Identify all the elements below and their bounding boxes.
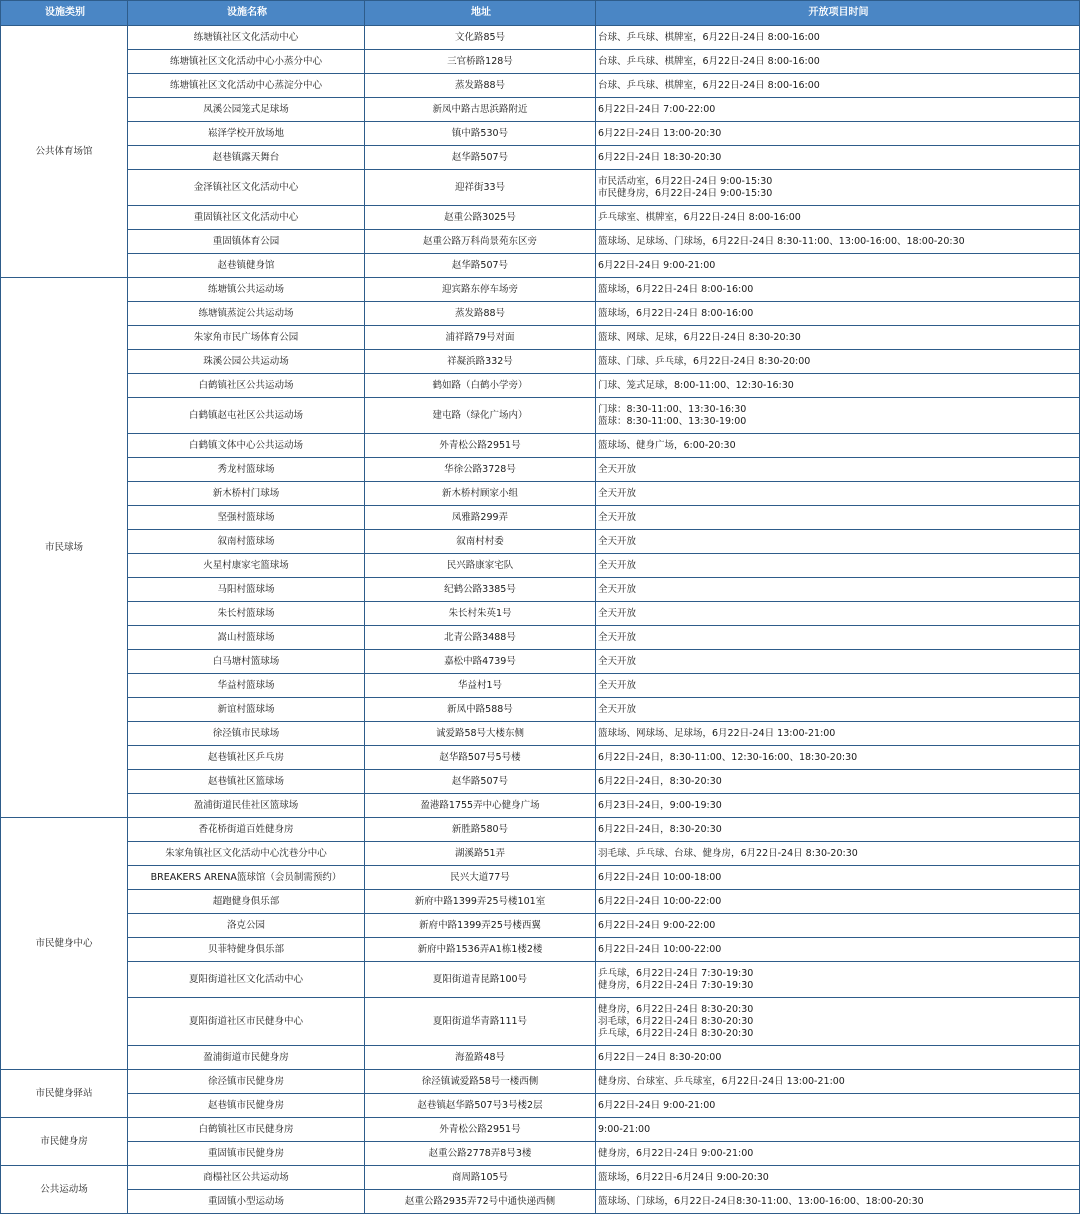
open-time-line: 全天开放 — [598, 559, 637, 571]
facility-name-cell: 叙南村篮球场 — [128, 530, 365, 554]
address-cell: 纪鹤公路3385号 — [365, 578, 596, 602]
header-category: 设施类别 — [1, 1, 128, 26]
open-time-cell — [596, 890, 1080, 914]
facility-name-cell: 重固镇体育公园 — [128, 230, 365, 254]
table-row — [1, 458, 1080, 482]
table-row — [1, 506, 1080, 530]
address-cell: 新凤中路588号 — [365, 698, 596, 722]
facility-name-cell: 超跑健身俱乐部 — [128, 890, 365, 914]
facility-name-cell: 火星村康家宅篮球场 — [128, 554, 365, 578]
facility-name-cell: 赵巷镇社区乒乓房 — [128, 746, 365, 770]
open-time-line: 全天开放 — [598, 463, 637, 475]
open-time-cell — [596, 278, 1080, 302]
open-time-cell — [596, 938, 1080, 962]
open-time-line: 6月22日-24日 9:00-22:00 — [598, 919, 716, 931]
open-time-cell — [596, 698, 1080, 722]
facility-name-cell: 重固镇社区文化活动中心 — [128, 206, 365, 230]
open-time-cell — [596, 74, 1080, 98]
open-time-line: 6月22日-24日 9:00-21:00 — [598, 1099, 716, 1111]
open-time-line: 全天开放 — [598, 631, 637, 643]
table-row — [1, 842, 1080, 866]
address-cell: 朱长村朱英1号 — [365, 602, 596, 626]
address-cell: 赵华路507号 — [365, 254, 596, 278]
table-row — [1, 326, 1080, 350]
open-time-line: 6月22日-24日 10:00-18:00 — [598, 871, 722, 883]
facility-name-cell: 朱长村篮球场 — [128, 602, 365, 626]
open-time-line: 篮球场，6月22日-24日 8:00-16:00 — [598, 283, 754, 295]
table-row — [1, 674, 1080, 698]
open-time-cell — [596, 398, 1080, 434]
open-time-cell — [596, 1190, 1080, 1214]
table-row — [1, 1094, 1080, 1118]
table-row — [1, 170, 1080, 206]
table-row — [1, 146, 1080, 170]
address-cell: 鹤如路（白鹤小学旁） — [365, 374, 596, 398]
open-time-line: 市民健身房，6月22日-24日 9:00-15:30 — [598, 187, 773, 199]
address-cell: 赵重公路万科尚景苑东区旁 — [365, 230, 596, 254]
open-time-line: 全天开放 — [598, 487, 637, 499]
table-row — [1, 938, 1080, 962]
open-time-line: 健身房，6月22日-24日 8:30-20:30 — [598, 1003, 754, 1015]
facility-name-cell: 洛克公园 — [128, 914, 365, 938]
facility-name-cell: 贝菲特健身俱乐部 — [128, 938, 365, 962]
table-row — [1, 626, 1080, 650]
facility-name-cell: 商榻社区公共运动场 — [128, 1166, 365, 1190]
open-time-cell — [596, 962, 1080, 998]
table-row — [1, 254, 1080, 278]
table-row — [1, 1118, 1080, 1142]
address-cell: 迎祥街33号 — [365, 170, 596, 206]
facility-name-cell: 白马塘村篮球场 — [128, 650, 365, 674]
open-time-cell — [596, 254, 1080, 278]
open-time-line: 健身房，6月22日-24日 7:30-19:30 — [598, 979, 754, 991]
address-cell: 建屯路（绿化广场内） — [365, 398, 596, 434]
open-time-cell — [596, 98, 1080, 122]
facility-name-cell: 赵巷镇健身馆 — [128, 254, 365, 278]
facility-name-cell: 重固镇市民健身房 — [128, 1142, 365, 1166]
facility-name-cell: 赵巷镇社区篮球场 — [128, 770, 365, 794]
open-time-line: 乒乓球，6月22日-24日 8:30-20:30 — [598, 1027, 754, 1039]
facility-name-cell: 坚强村篮球场 — [128, 506, 365, 530]
address-cell: 祥凝浜路332号 — [365, 350, 596, 374]
open-time-line: 乒乓球室、棋牌室，6月22日-24日 8:00-16:00 — [598, 211, 801, 223]
facility-name-cell: 香花桥街道百姓健身房 — [128, 818, 365, 842]
open-time-line: 6月22日-24日 9:00-21:00 — [598, 259, 716, 271]
open-time-cell — [596, 650, 1080, 674]
table-row — [1, 206, 1080, 230]
header-open-time: 开放项目时间 — [596, 1, 1080, 26]
open-time-line: 健身房，6月22日-24日 9:00-21:00 — [598, 1147, 754, 1159]
facility-name-cell: 练塘镇蒸淀公共运动场 — [128, 302, 365, 326]
open-time-cell — [596, 1118, 1080, 1142]
facility-name-cell: 夏阳街道社区文化活动中心 — [128, 962, 365, 998]
facility-name-cell: 新谊村篮球场 — [128, 698, 365, 722]
open-time-cell — [596, 326, 1080, 350]
table-row — [1, 398, 1080, 434]
open-time-line: 6月22日-24日，8:30-11:00、12:30-16:00、18:30-20:30 — [598, 751, 858, 763]
address-cell: 新凤中路古思浜路附近 — [365, 98, 596, 122]
open-time-cell — [596, 866, 1080, 890]
facility-name-cell: 徐泾镇市民球场 — [128, 722, 365, 746]
table-row — [1, 890, 1080, 914]
open-time-cell — [596, 302, 1080, 326]
table-row — [1, 818, 1080, 842]
open-time-cell — [596, 998, 1080, 1046]
open-time-cell — [596, 1070, 1080, 1094]
category-cell: 市民健身房 — [1, 1118, 128, 1166]
table-row — [1, 302, 1080, 326]
table-body — [1, 26, 1080, 1214]
table-row — [1, 962, 1080, 998]
open-time-line: 6月22日-24日 18:30-20:30 — [598, 151, 722, 163]
address-cell: 民兴大道77号 — [365, 866, 596, 890]
table-row — [1, 122, 1080, 146]
open-time-cell — [596, 770, 1080, 794]
facility-name-cell: 白鹤镇文体中心公共运动场 — [128, 434, 365, 458]
facility-name-cell: 华益村篮球场 — [128, 674, 365, 698]
address-cell: 北青公路3488号 — [365, 626, 596, 650]
table-row — [1, 770, 1080, 794]
facility-name-cell: 白鹤镇赵屯社区公共运动场 — [128, 398, 365, 434]
open-time-cell — [596, 50, 1080, 74]
address-cell: 海盈路48号 — [365, 1046, 596, 1070]
table-row — [1, 698, 1080, 722]
open-time-line: 6月22日-24日 7:00-22:00 — [598, 103, 716, 115]
open-time-line: 篮球场，6月22日-6月24日 9:00-20:30 — [598, 1171, 769, 1183]
table-row — [1, 98, 1080, 122]
open-time-line: 羽毛球、乒乓球、台球、健身房，6月22日-24日 8:30-20:30 — [598, 847, 858, 859]
category-cell: 公共运动场 — [1, 1166, 128, 1214]
open-time-line: 乒乓球，6月22日-24日 7:30-19:30 — [598, 967, 754, 979]
address-cell: 镇中路530号 — [365, 122, 596, 146]
open-time-line: 篮球场、门球场，6月22日-24日8:30-11:00、13:00-16:00、18:00-20:30 — [598, 1195, 924, 1207]
address-cell: 外青松公路2951号 — [365, 434, 596, 458]
facility-name-cell: 重固镇小型运动场 — [128, 1190, 365, 1214]
facility-name-cell: 盈浦街道民佳社区篮球场 — [128, 794, 365, 818]
open-time-cell — [596, 842, 1080, 866]
open-time-cell — [596, 674, 1080, 698]
open-time-cell — [596, 506, 1080, 530]
open-time-cell — [596, 602, 1080, 626]
address-cell: 蒸发路88号 — [365, 302, 596, 326]
address-cell: 民兴路康家宅队 — [365, 554, 596, 578]
open-time-line: 全天开放 — [598, 679, 637, 691]
open-time-line: 台球、乒乓球、棋牌室，6月22日-24日 8:00-16:00 — [598, 31, 820, 43]
open-time-cell — [596, 146, 1080, 170]
open-time-cell — [596, 746, 1080, 770]
open-time-line: 篮球：8:30-11:00、13:30-19:00 — [598, 415, 747, 427]
table-row — [1, 1046, 1080, 1070]
table-row — [1, 434, 1080, 458]
address-cell: 赵华路507号5号楼 — [365, 746, 596, 770]
facility-name-cell: 练塘镇社区文化活动中心蒸淀分中心 — [128, 74, 365, 98]
facility-name-cell: 马阳村篮球场 — [128, 578, 365, 602]
facility-name-cell: 徐泾镇市民健身房 — [128, 1070, 365, 1094]
open-time-cell — [596, 26, 1080, 50]
address-cell: 新府中路1399弄25号楼西翼 — [365, 914, 596, 938]
open-time-line: 台球、乒乓球、棋牌室，6月22日-24日 8:00-16:00 — [598, 79, 820, 91]
open-time-cell — [596, 1142, 1080, 1166]
table-row — [1, 722, 1080, 746]
open-time-cell — [596, 1046, 1080, 1070]
address-cell: 新木桥村顾家小组 — [365, 482, 596, 506]
facility-name-cell: 凤溪公园笼式足球场 — [128, 98, 365, 122]
table-row — [1, 866, 1080, 890]
address-cell: 赵重公路2778弄8号3楼 — [365, 1142, 596, 1166]
open-time-line: 6月22日-24日，8:30-20:30 — [598, 823, 722, 835]
facility-name-cell: 夏阳街道社区市民健身中心 — [128, 998, 365, 1046]
open-time-line: 6月22日-24日 13:00-20:30 — [598, 127, 722, 139]
address-cell: 商周路105号 — [365, 1166, 596, 1190]
table-row — [1, 746, 1080, 770]
table-row — [1, 530, 1080, 554]
address-cell: 新府中路1536弄A1栋1楼2楼 — [365, 938, 596, 962]
open-time-cell — [596, 230, 1080, 254]
open-time-line: 全天开放 — [598, 583, 637, 595]
facility-name-cell: 秀龙村篮球场 — [128, 458, 365, 482]
open-time-cell — [596, 482, 1080, 506]
open-time-cell — [596, 914, 1080, 938]
table-header-row — [1, 1, 1080, 26]
open-time-cell — [596, 1094, 1080, 1118]
open-time-cell — [596, 578, 1080, 602]
category-cell: 公共体育场馆 — [1, 26, 128, 278]
table-row — [1, 1142, 1080, 1166]
facility-name-cell: 练塘镇公共运动场 — [128, 278, 365, 302]
open-time-line: 全天开放 — [598, 655, 637, 667]
open-time-line: 健身房、台球室、乒乓球室，6月22日-24日 13:00-21:00 — [598, 1075, 845, 1087]
open-time-line: 篮球场、足球场、门球场，6月22日-24日 8:30-11:00、13:00-16:00、18:00-20:30 — [598, 235, 965, 247]
address-cell: 新胜路580号 — [365, 818, 596, 842]
table-row — [1, 998, 1080, 1046]
address-cell: 三官桥路128号 — [365, 50, 596, 74]
open-time-line: 台球、乒乓球、棋牌室，6月22日-24日 8:00-16:00 — [598, 55, 820, 67]
table-row — [1, 578, 1080, 602]
facility-name-cell: 朱家角镇社区文化活动中心沈巷分中心 — [128, 842, 365, 866]
open-time-cell — [596, 206, 1080, 230]
address-cell: 叙南村村委 — [365, 530, 596, 554]
table-row — [1, 1190, 1080, 1214]
address-cell: 蒸发路88号 — [365, 74, 596, 98]
open-time-cell — [596, 626, 1080, 650]
address-cell: 迎宾路东停车场旁 — [365, 278, 596, 302]
open-time-line: 篮球、门球、乒乓球，6月22日-24日 8:30-20:00 — [598, 355, 811, 367]
open-time-line: 篮球场，6月22日-24日 8:00-16:00 — [598, 307, 754, 319]
address-cell: 嘉松中路4739号 — [365, 650, 596, 674]
facility-name-cell: 珠溪公园公共运动场 — [128, 350, 365, 374]
facility-name-cell: 白鹤镇社区公共运动场 — [128, 374, 365, 398]
open-time-line: 篮球场、健身广场，6:00-20:30 — [598, 439, 736, 451]
category-cell: 市民健身驿站 — [1, 1070, 128, 1118]
open-time-cell — [596, 458, 1080, 482]
open-time-line: 9:00-21:00 — [598, 1123, 651, 1135]
open-time-line: 6月22日-24日 10:00-22:00 — [598, 895, 722, 907]
address-cell: 新府中路1399弄25号楼101室 — [365, 890, 596, 914]
address-cell: 赵重公路2935弄72号中通快递西侧 — [365, 1190, 596, 1214]
table-row — [1, 26, 1080, 50]
open-time-line: 全天开放 — [598, 607, 637, 619]
facility-name-cell: 赵巷镇露天舞台 — [128, 146, 365, 170]
facility-name-cell: 白鹤镇社区市民健身房 — [128, 1118, 365, 1142]
table-row — [1, 482, 1080, 506]
table-row — [1, 278, 1080, 302]
table-row — [1, 650, 1080, 674]
open-time-line: 门球、笼式足球，8:00-11:00、12:30-16:30 — [598, 379, 794, 391]
address-cell: 凤雅路299弄 — [365, 506, 596, 530]
open-time-cell — [596, 350, 1080, 374]
address-cell: 赵华路507号 — [365, 146, 596, 170]
address-cell: 诚爱路58号大楼东侧 — [365, 722, 596, 746]
table-row — [1, 914, 1080, 938]
table-row — [1, 230, 1080, 254]
address-cell: 赵重公路3025号 — [365, 206, 596, 230]
open-time-cell — [596, 434, 1080, 458]
open-time-line: 6月22日－24日 8:30-20:00 — [598, 1051, 722, 1063]
address-cell: 外青松公路2951号 — [365, 1118, 596, 1142]
facility-name-cell: 新木桥村门球场 — [128, 482, 365, 506]
open-time-cell — [596, 122, 1080, 146]
address-cell: 徐泾镇诚爱路58号一楼西侧 — [365, 1070, 596, 1094]
table-row — [1, 50, 1080, 74]
open-time-cell — [596, 374, 1080, 398]
open-time-cell — [596, 818, 1080, 842]
category-cell: 市民健身中心 — [1, 818, 128, 1070]
address-cell: 文化路85号 — [365, 26, 596, 50]
facility-name-cell: BREAKERS ARENA篮球馆（会员制需预约） — [128, 866, 365, 890]
open-time-cell — [596, 794, 1080, 818]
facility-name-cell: 练塘镇社区文化活动中心 — [128, 26, 365, 50]
facility-name-cell: 练塘镇社区文化活动中心小蒸分中心 — [128, 50, 365, 74]
address-cell: 夏阳街道青昆路100号 — [365, 962, 596, 998]
address-cell: 赵巷镇赵华路507号3号楼2层 — [365, 1094, 596, 1118]
table-row — [1, 1166, 1080, 1190]
open-time-line: 全天开放 — [598, 511, 637, 523]
address-cell: 夏阳街道华青路111号 — [365, 998, 596, 1046]
address-cell: 华益村1号 — [365, 674, 596, 698]
open-time-line: 篮球场、网球场、足球场，6月22日-24日 13:00-21:00 — [598, 727, 836, 739]
open-time-line: 篮球、网球、足球，6月22日-24日 8:30-20:30 — [598, 331, 801, 343]
table-row — [1, 350, 1080, 374]
facility-name-cell: 嵩山村篮球场 — [128, 626, 365, 650]
table-row — [1, 794, 1080, 818]
address-cell: 浦祥路79号对面 — [365, 326, 596, 350]
open-time-line: 羽毛球，6月22日-24日 8:30-20:30 — [598, 1015, 754, 1027]
table-row — [1, 374, 1080, 398]
table-row — [1, 602, 1080, 626]
open-time-cell — [596, 722, 1080, 746]
category-cell: 市民球场 — [1, 278, 128, 818]
open-time-cell — [596, 170, 1080, 206]
header-address: 地址 — [365, 1, 596, 26]
table-row — [1, 74, 1080, 98]
open-time-line: 全天开放 — [598, 535, 637, 547]
table-row — [1, 554, 1080, 578]
open-time-line: 全天开放 — [598, 703, 637, 715]
open-time-cell — [596, 530, 1080, 554]
facility-name-cell: 赵巷镇市民健身房 — [128, 1094, 365, 1118]
open-time-line: 6月22日-24日 10:00-22:00 — [598, 943, 722, 955]
open-time-cell — [596, 554, 1080, 578]
address-cell: 湖溪路51弄 — [365, 842, 596, 866]
open-time-line: 市民活动室，6月22日-24日 9:00-15:30 — [598, 175, 773, 187]
open-time-cell — [596, 1166, 1080, 1190]
header-facility-name: 设施名称 — [128, 1, 365, 26]
address-cell: 盈港路1755弄中心健身广场 — [365, 794, 596, 818]
open-time-line: 6月23日-24日，9:00-19:30 — [598, 799, 722, 811]
facility-name-cell: 崧泽学校开放场地 — [128, 122, 365, 146]
address-cell: 赵华路507号 — [365, 770, 596, 794]
open-time-line: 门球：8:30-11:00、13:30-16:30 — [598, 403, 747, 415]
facility-name-cell: 金泽镇社区文化活动中心 — [128, 170, 365, 206]
table-row — [1, 1070, 1080, 1094]
facility-name-cell: 朱家角市民广场体育公园 — [128, 326, 365, 350]
facility-name-cell: 盈浦街道市民健身房 — [128, 1046, 365, 1070]
address-cell: 华徐公路3728号 — [365, 458, 596, 482]
open-time-line: 6月22日-24日，8:30-20:30 — [598, 775, 722, 787]
